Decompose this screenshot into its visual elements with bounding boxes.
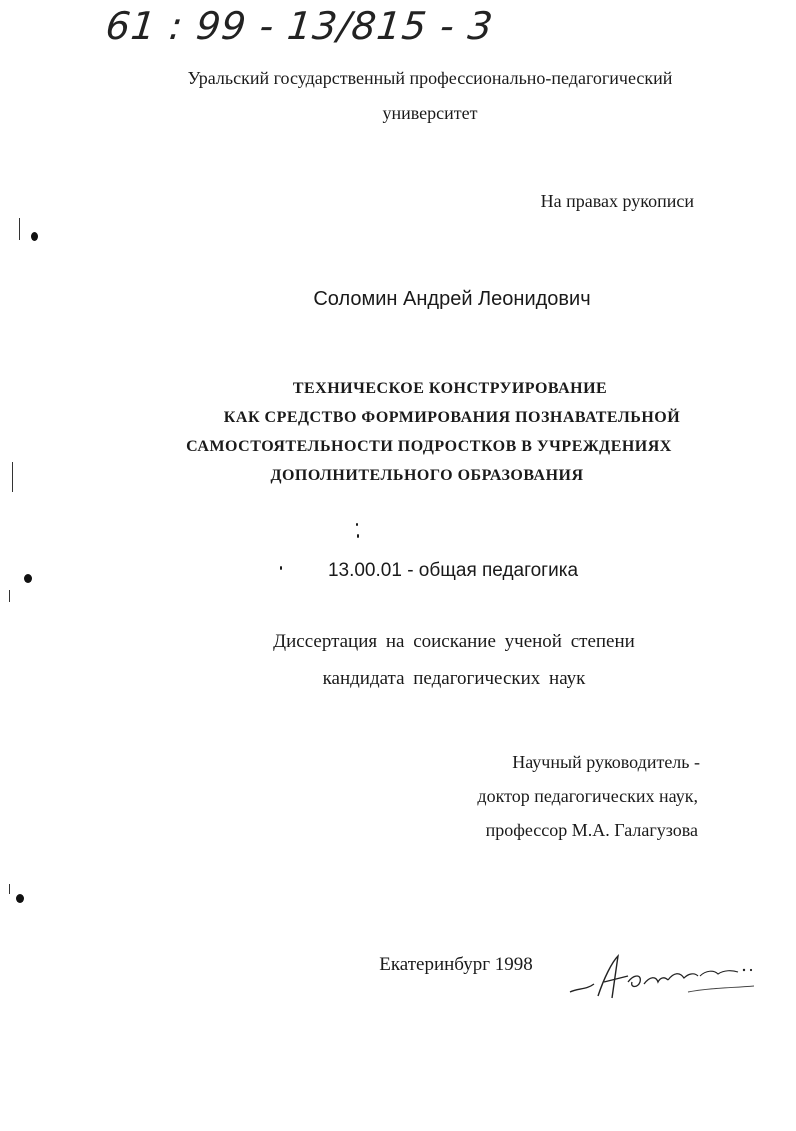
scan-edge-mark [19,218,20,240]
thesis-title-line-2: КАК СРЕДСТВО ФОРМИРОВАНИЯ ПОЗНАВАТЕЛЬНОЙ [223,409,681,426]
author-name: Соломин Андрей Леонидович [313,288,591,310]
degree-line2: кандидата педагогических наук [322,668,586,689]
supervisor-name: профессор М.А. Галагузова [485,820,698,840]
thesis-title-line-1: ТЕХНИЧЕСКОЕ КОНСТРУИРОВАНИЕ [292,380,608,397]
degree-line1: Диссертация на соискание ученой степени [273,631,635,652]
scan-speck [31,232,38,241]
scan-edge-mark [12,462,13,492]
scan-edge-mark [9,590,10,602]
archive-code-handwritten: 61 : 99 - 13/815 - 3 [103,4,496,48]
scan-edge-mark [9,884,10,894]
scan-speck [357,534,359,538]
scan-speck [24,574,32,583]
specialty-code: 13.00.01 - общая педагогика [327,560,579,581]
scan-speck [16,894,24,903]
thesis-title-line-3: САМОСТОЯТЕЛЬНОСТИ ПОДРОСТКОВ В УЧРЕЖДЕНИЯХ [186,438,672,455]
university-name-line1: Уральский государственный профессионально-педагогический [187,68,673,88]
scan-speck [280,566,282,570]
city-year: Екатеринбург 1998 [379,954,533,975]
supervisor-role: Научный руководитель - [512,752,700,772]
signature-handwritten [568,948,768,1008]
supervisor-degree: доктор педагогических наук, [477,786,698,806]
thesis-title-line-4: ДОПОЛНИТЕЛЬНОГО ОБРАЗОВАНИЯ [270,467,584,484]
scan-speck [356,523,358,526]
university-name-line2: университет [382,103,478,123]
manuscript-rights-note: На правах рукописи [540,191,694,211]
